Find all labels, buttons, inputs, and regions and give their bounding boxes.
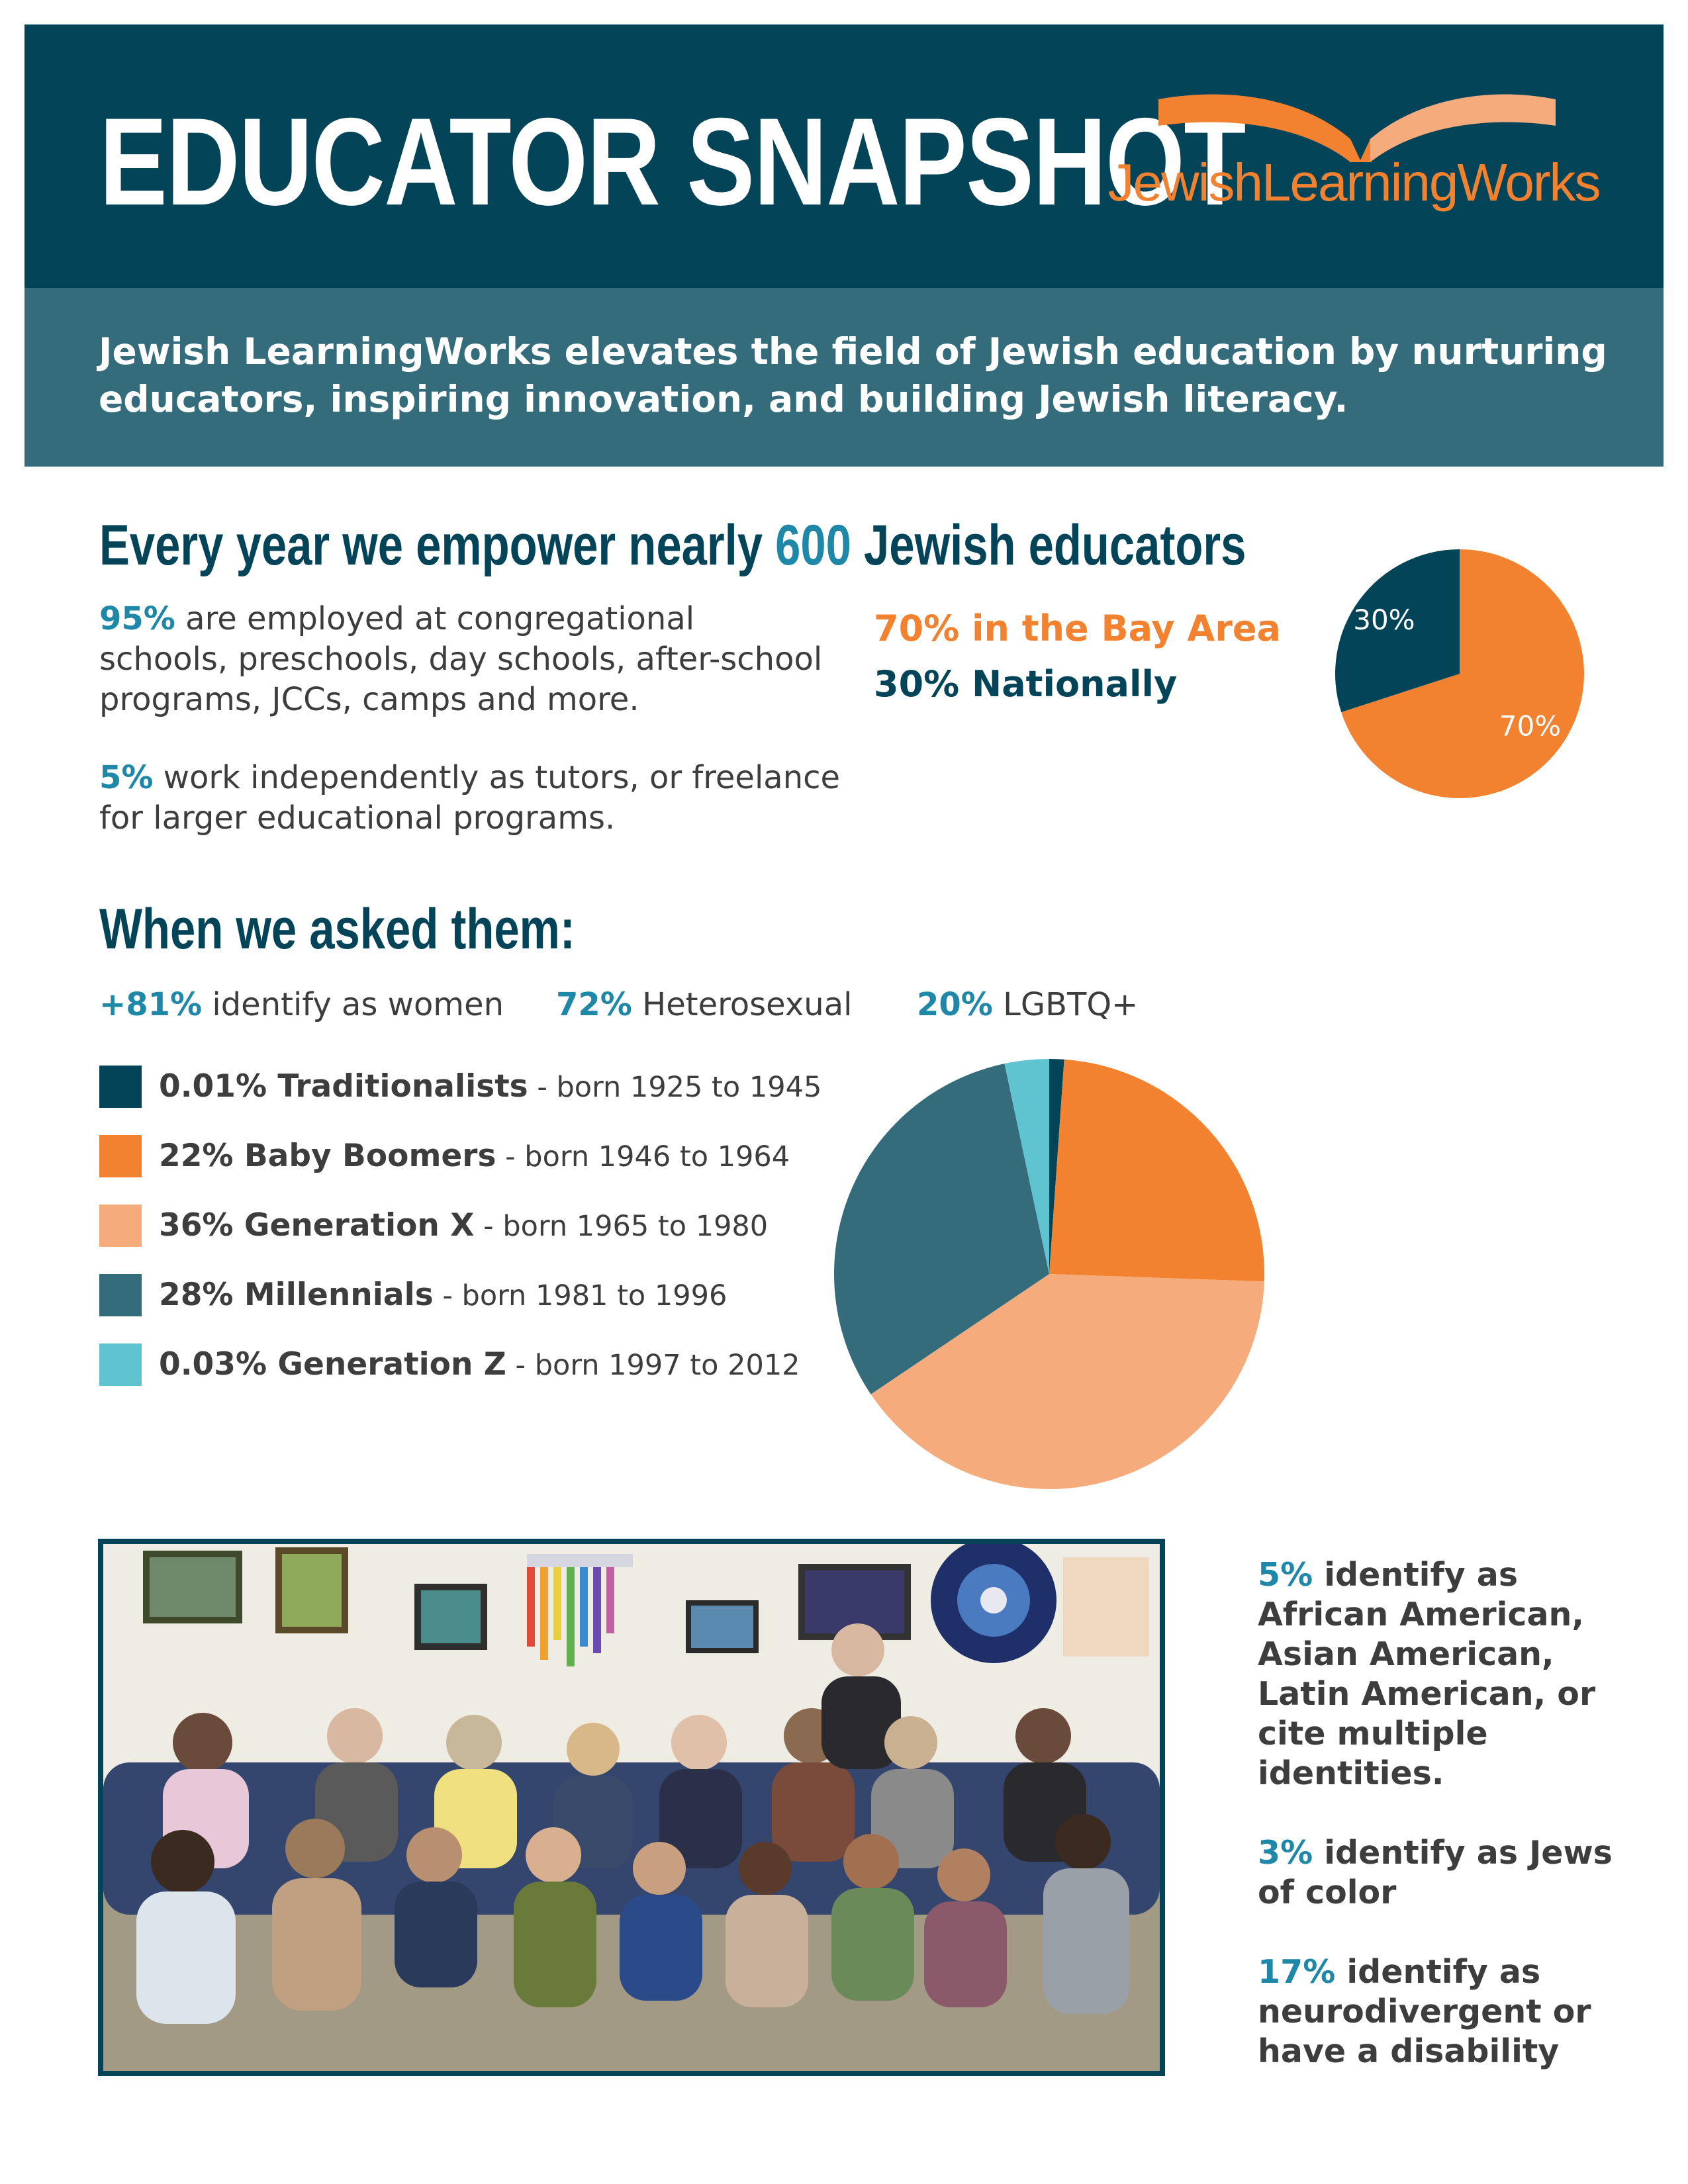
asked-heading: When we asked them: (99, 897, 575, 961)
pie-label-nationally: 30% (1353, 604, 1415, 637)
legend-swatch (99, 1205, 142, 1247)
women-text: identify as women (202, 986, 504, 1023)
hetero-stat (556, 986, 852, 1023)
empower-count: 600 (775, 514, 851, 577)
independent-text: work independently as tutors, or freelance for larger educational programs. (99, 759, 841, 837)
location-pie-chart (1334, 548, 1585, 799)
employed-pct: 95% (99, 600, 175, 637)
legend-swatch (99, 1066, 142, 1108)
neurodivergent-text: identify as neurodivergent or have a disability (1258, 1953, 1591, 2070)
lgbtq-text: LGBTQ+ (992, 986, 1139, 1023)
jews-of-color-stat (1258, 1833, 1628, 1913)
women-stat (99, 986, 504, 1023)
legend-label-sub: - born 1965 to 1980 (474, 1210, 769, 1243)
legend-label (159, 1346, 800, 1384)
pie-slice-baby-boomers (1049, 1060, 1264, 1282)
legend-label-sub: - born 1997 to 2012 (506, 1349, 800, 1382)
group-photo-illustration (103, 1544, 1160, 2071)
legend-swatch (99, 1135, 142, 1177)
bay-area-stat: 70% in the Bay Area (874, 608, 1281, 649)
group-photo (98, 1539, 1165, 2076)
independent-pct: 5% (99, 759, 154, 796)
legend-label-sub: - born 1925 to 1945 (528, 1071, 822, 1104)
logo-text: JewishLearningWorks (1107, 153, 1600, 212)
women-pct: +81% (99, 986, 203, 1023)
hetero-text: Heterosexual (632, 986, 853, 1023)
diversity-text: identify as African American, Asian American, Latin American, or cite multiple identities. (1258, 1556, 1596, 1792)
diversity-stat (1258, 1555, 1628, 1794)
pie-label-bay-area: 70% (1499, 709, 1562, 743)
generation-pie-chart (831, 1056, 1268, 1492)
legend-swatch (99, 1274, 142, 1316)
hetero-pct: 72% (556, 986, 632, 1023)
employed-text: are employed at congregational schools, preschools, day schools, after-school programs, JCCs, camps and more. (99, 600, 823, 718)
legend-label-main: 0.03% Generation Z (159, 1346, 506, 1383)
diversity-pct: 5% (1258, 1556, 1313, 1594)
logo (1105, 86, 1602, 218)
mission-banner (24, 288, 1664, 467)
legend-label (159, 1138, 790, 1175)
legend-label-main: 0.01% Traditionalists (159, 1068, 528, 1105)
empower-heading (99, 513, 1246, 578)
legend-label-main: 28% Millennials (159, 1277, 434, 1313)
neurodivergent-stat (1258, 1952, 1628, 2071)
empower-heading-post: Jewish educators (851, 514, 1246, 577)
independent-stat (99, 758, 861, 839)
empower-heading-pre: Every year we empower nearly (99, 514, 776, 577)
legend-swatch (99, 1343, 142, 1386)
legend-label (159, 1068, 821, 1106)
page-title: EDUCATOR SNAPSHOT (99, 92, 1245, 231)
jews-of-color-text: identify as Jews of color (1258, 1834, 1613, 1911)
mission-statement: Jewish LearningWorks elevates the field of Jewish education by nurturing educators, inspiring innovation, and building Jewish literacy. (99, 330, 1607, 420)
employed-stat (99, 599, 827, 720)
legend-label-sub: - born 1981 to 1996 (433, 1279, 727, 1312)
legend-label-main: 22% Baby Boomers (159, 1138, 496, 1174)
national-stat: 30% Nationally (874, 663, 1178, 705)
legend-label (159, 1277, 727, 1314)
lgbtq-pct: 20% (917, 986, 993, 1023)
lgbtq-stat (917, 986, 1138, 1023)
jews-of-color-pct: 3% (1258, 1834, 1313, 1872)
legend-label-sub: - born 1946 to 1964 (496, 1140, 790, 1173)
legend-label-main: 36% Generation X (159, 1207, 475, 1244)
neurodivergent-pct: 17% (1258, 1953, 1336, 1991)
legend-label (159, 1207, 768, 1245)
